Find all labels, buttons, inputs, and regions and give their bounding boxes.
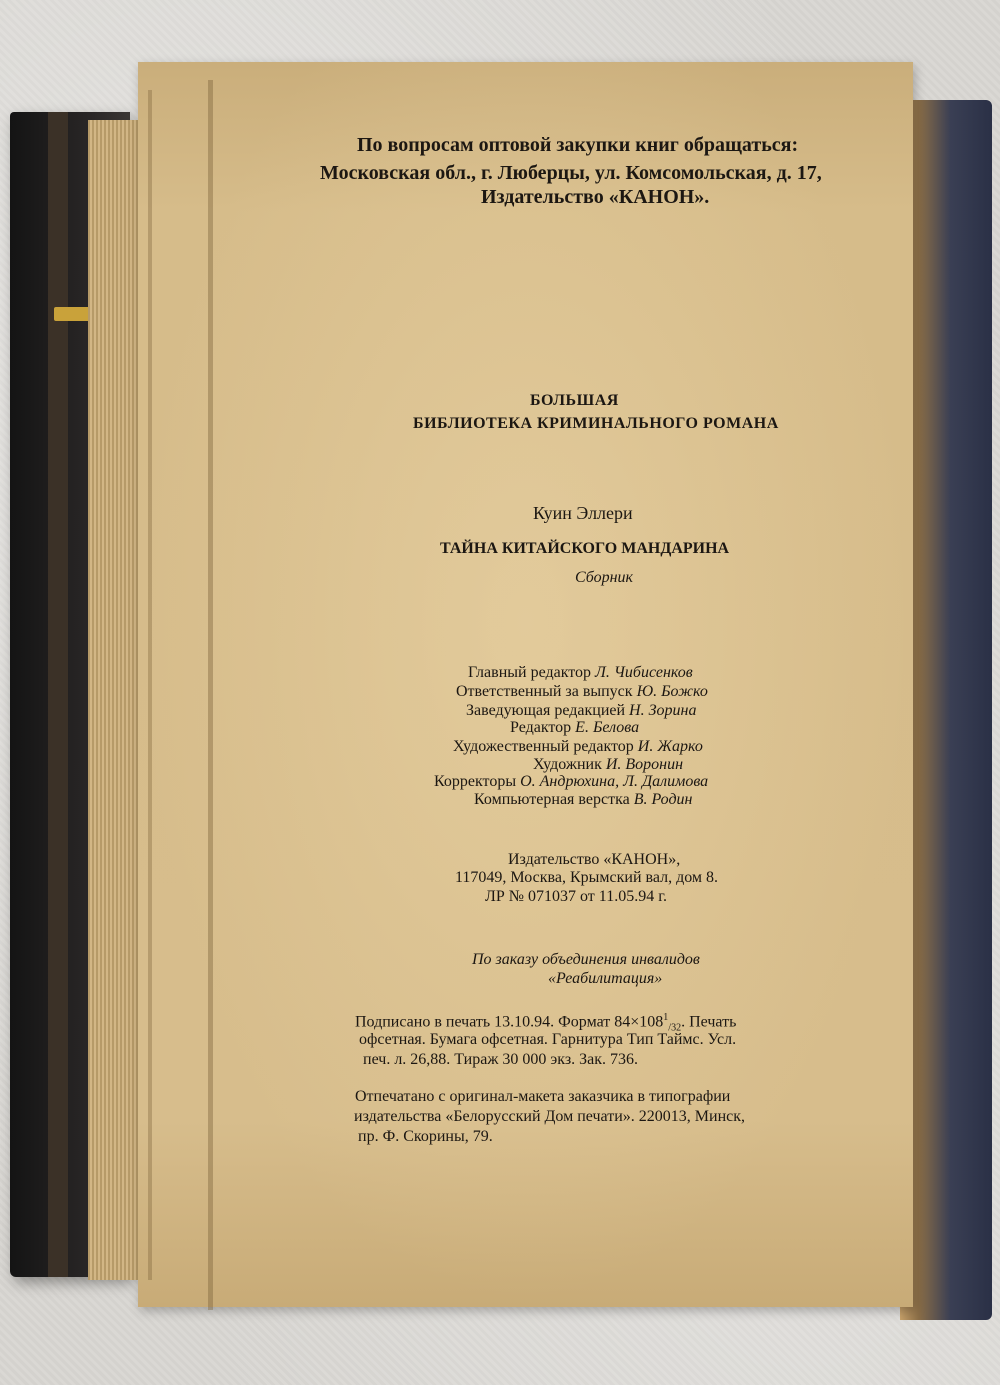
credit-name: Ю. Божко: [636, 683, 708, 700]
credit-name: Е. Белова: [575, 719, 640, 736]
credit-role: Заведующая редакцией: [466, 702, 626, 719]
credit-role: Редактор: [510, 719, 572, 736]
series-line2: БИБЛИОТЕКА КРИМИНАЛЬНОГО РОМАНА: [413, 415, 779, 432]
book-subtitle: Сборник: [575, 569, 634, 586]
publisher-line1: Издательство «КАНОН»,: [508, 851, 681, 868]
credit-role: Ответственный за выпуск: [456, 683, 633, 700]
credit-role: Художник: [533, 756, 602, 773]
credit-role: Художественный редактор: [453, 738, 634, 755]
imprint-text: 108: [639, 1013, 664, 1031]
credit-line: [510, 719, 639, 737]
order-line2: «Реабилитация»: [548, 970, 663, 987]
imprint-sup: 1: [663, 1012, 669, 1023]
imprint-line2: офсетная. Бумага офсетная. Гарнитура Тип Таймс. Усл.: [359, 1031, 737, 1048]
order-line1: По заказу объединения инвалидов: [472, 951, 700, 968]
imprint-text: Подписано в печать 13.10.94. Формат 84: [355, 1013, 631, 1031]
wholesale-notice-line1: По вопросам оптовой закупки книг обращаться:: [357, 134, 799, 156]
credit-name: Л. Чибисенков: [595, 664, 693, 681]
credit-role: Главный редактор: [468, 664, 592, 681]
page-fold: [148, 90, 152, 1280]
series-line1: БОЛЬШАЯ: [530, 392, 619, 409]
credit-name: И. Воронин: [605, 756, 684, 773]
credit-role: Корректоры: [434, 773, 517, 790]
book-cover-right: [900, 100, 992, 1320]
credit-line: [468, 664, 693, 682]
spine-stripe: [48, 112, 68, 1277]
printed-line3: пр. Ф. Скорины, 79.: [358, 1128, 493, 1145]
credit-name: О. Андрюхина, Л. Далимова: [520, 773, 709, 790]
credit-name: Н. Зорина: [629, 702, 697, 719]
imprint-sub: /32: [668, 1022, 682, 1034]
publisher-line2: 117049, Москва, Крымский вал, дом 8.: [455, 869, 719, 886]
credit-name: В. Родин: [633, 791, 693, 808]
book-title: ТАЙНА КИТАЙСКОГО МАНДАРИНА: [440, 540, 730, 557]
imprint-text: . Печать: [681, 1013, 737, 1031]
credit-role: Компьютерная верстка: [474, 791, 630, 808]
credit-line: [466, 702, 696, 720]
printed-line1: Отпечатано с оригинал-макета заказчика в типографии: [355, 1088, 731, 1105]
credit-line: [456, 683, 708, 701]
credit-line: [434, 773, 708, 791]
credit-line: [533, 756, 683, 774]
imprint-times: ×: [630, 1013, 640, 1031]
printed-line2: издательства «Белорусский Дом печати». 220013, Минск,: [354, 1108, 746, 1125]
credit-line: [474, 791, 693, 809]
page-fold: [208, 80, 213, 1310]
credit-line: [453, 738, 703, 756]
credit-name: И. Жарко: [637, 738, 703, 755]
imprint-line3: печ. л. 26,88. Тираж 30 000 экз. Зак. 736.: [363, 1051, 639, 1068]
wholesale-notice-line3: Издательство «КАНОН».: [481, 186, 710, 208]
wholesale-notice-line2: Московская обл., г. Люберцы, ул. Комсомольская, д. 17,: [320, 162, 822, 184]
book-author: Куин Эллери: [533, 503, 633, 523]
publisher-line3: ЛР № 071037 от 11.05.94 г.: [485, 888, 667, 905]
